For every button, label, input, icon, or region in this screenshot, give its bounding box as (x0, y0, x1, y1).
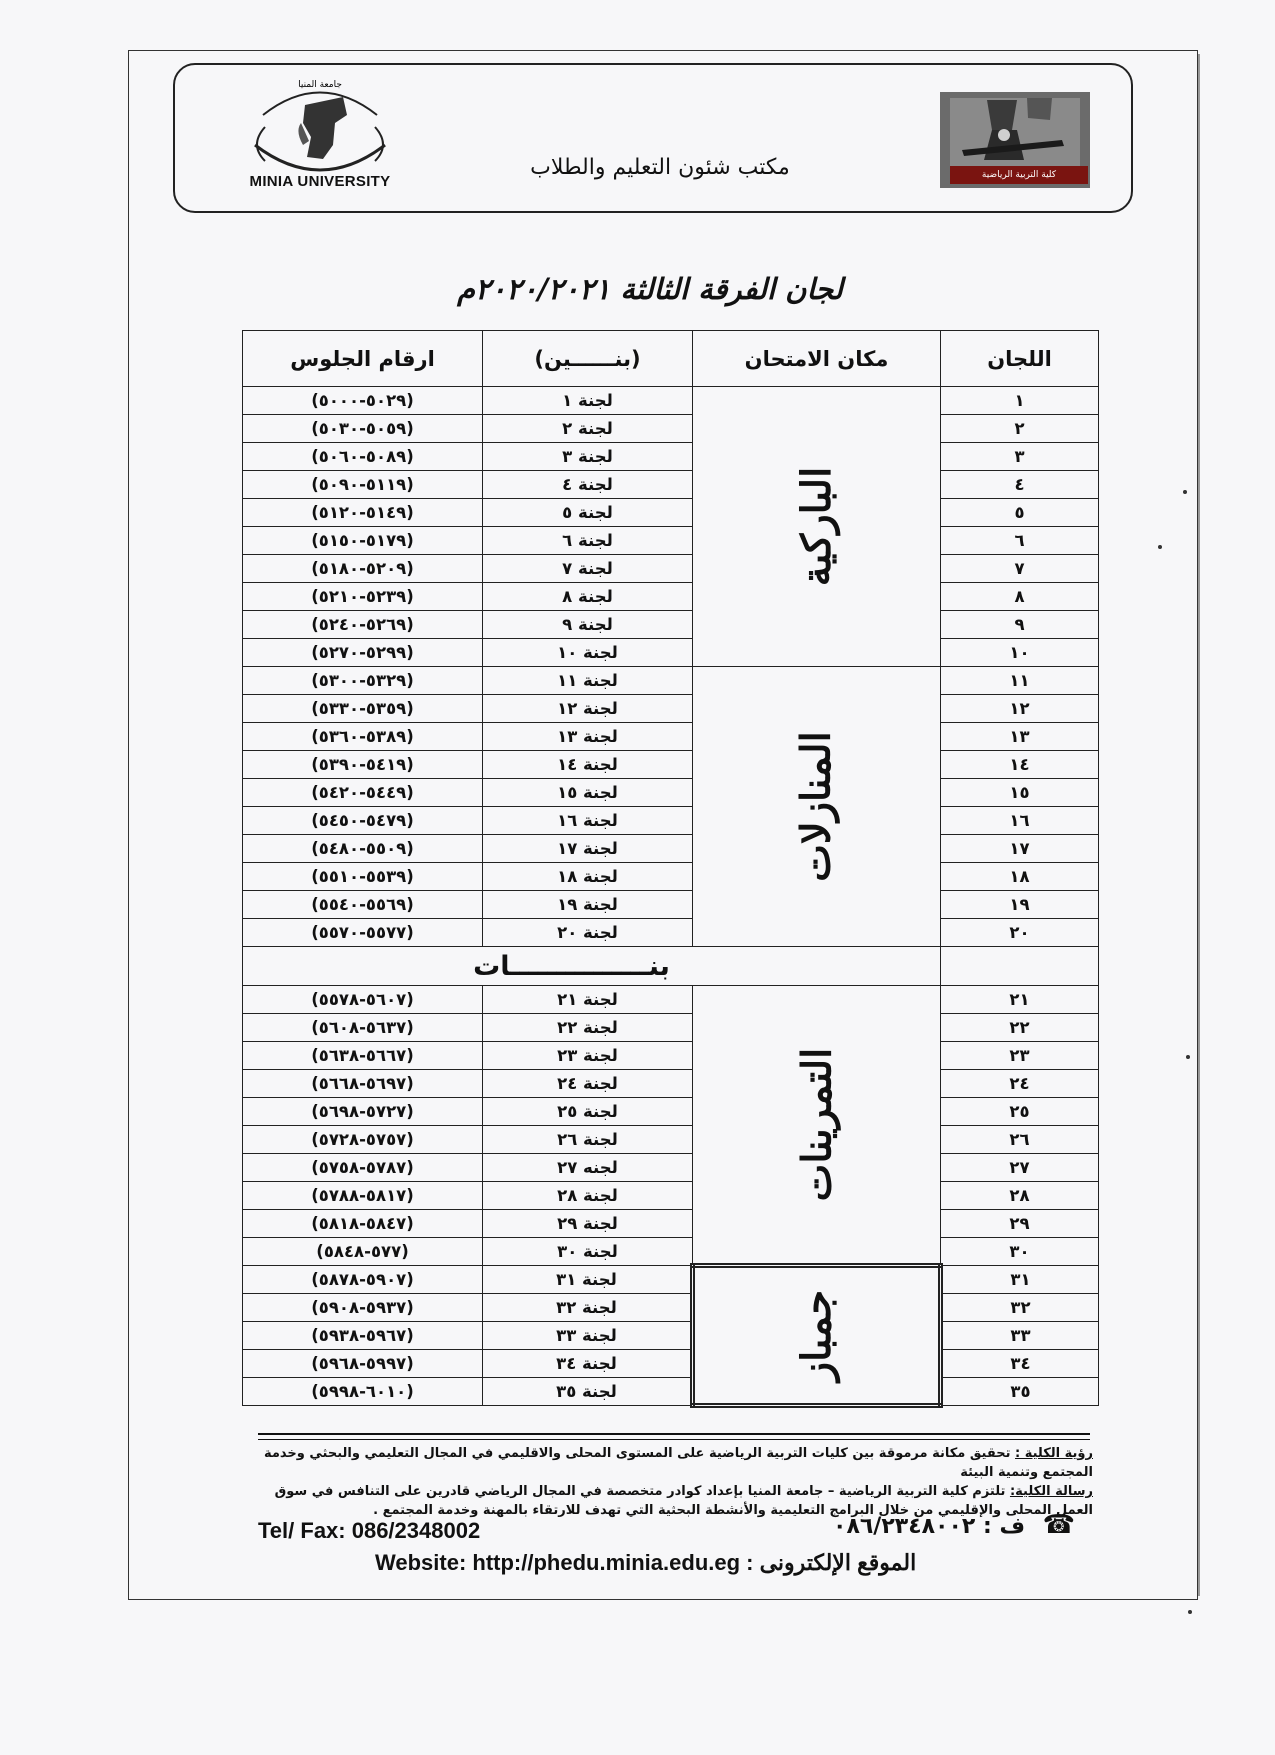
committee-label: لجنة ١٦ (483, 807, 693, 835)
committee-number: ٨ (941, 583, 1099, 611)
committee-number: ١٢ (941, 695, 1099, 723)
scan-speck (1188, 1610, 1192, 1614)
mission-label: رسالة الكلية: (1009, 1484, 1093, 1499)
committee-number: ١٦ (941, 807, 1099, 835)
header-exam-place: مكان الامتحان (693, 331, 941, 387)
table-row (243, 695, 1099, 723)
table-row (243, 387, 1099, 415)
table-row (243, 1126, 1099, 1154)
table-row (243, 1154, 1099, 1182)
table-row (243, 443, 1099, 471)
committee-number: ٤ (941, 471, 1099, 499)
table-row (243, 527, 1099, 555)
committee-number: ١٥ (941, 779, 1099, 807)
table-row (243, 1042, 1099, 1070)
seat-number-range: (٥٩٣٧-٥٩٠٨) (243, 1294, 483, 1322)
website-line: Website: http://phedu.minia.edu.eg : الموقع الإلكترونى (375, 1550, 917, 1575)
exam-place-cell (693, 1266, 941, 1406)
table-row (243, 1322, 1099, 1350)
committee-label: لجنة ٢١ (483, 986, 693, 1014)
table-row (243, 751, 1099, 779)
seat-number-range: (٥٤١٩-٥٣٩٠) (243, 751, 483, 779)
seat-number-range: (٥٥٦٩-٥٥٤٠) (243, 891, 483, 919)
committee-label: لجنة ١٣ (483, 723, 693, 751)
table-row (243, 807, 1099, 835)
committee-number: ٢٤ (941, 1070, 1099, 1098)
table-row (243, 555, 1099, 583)
seat-number-range: (٥٠٢٩-٥٠٠٠) (243, 387, 483, 415)
phone-icon: ☎ (1042, 1510, 1075, 1540)
minia-university-logo (235, 75, 405, 190)
header-boys: (بنــــــين) (483, 331, 693, 387)
svg-text:جامعة المنيا: جامعة المنيا (298, 80, 342, 90)
committee-label: لجنة ٢٨ (483, 1182, 693, 1210)
committee-label: لجنة ٢٩ (483, 1210, 693, 1238)
committee-number: ١٠ (941, 639, 1099, 667)
seat-number-range: (٥٥٠٩-٥٤٨٠) (243, 835, 483, 863)
seat-number-range: (٥٢٠٩-٥١٨٠) (243, 555, 483, 583)
committee-number: ٢٨ (941, 1182, 1099, 1210)
exam-place-label: التمرينات (793, 1047, 840, 1202)
committee-number: ٢٩ (941, 1210, 1099, 1238)
vision-line (255, 1444, 1093, 1482)
committee-label: لجنه ٢٧ (483, 1154, 693, 1182)
seat-number-range: (٥٣٨٩-٥٣٦٠) (243, 723, 483, 751)
committee-label: لجنة ٢٠ (483, 919, 693, 947)
table-row (243, 639, 1099, 667)
committee-label: لجنة ٧ (483, 555, 693, 583)
committee-label: لجنة ٣١ (483, 1266, 693, 1294)
seat-number-range: (٥٣٢٩-٥٣٠٠) (243, 667, 483, 695)
girls-section-row (243, 947, 1099, 986)
committee-number: ٢١ (941, 986, 1099, 1014)
committee-number: ٧ (941, 555, 1099, 583)
exam-place-label: جمباز (793, 1289, 840, 1382)
committee-label: لجنة ٢٢ (483, 1014, 693, 1042)
seat-number-range: (٦٠١٠-٥٩٩٨) (243, 1378, 483, 1406)
committee-number: ١٤ (941, 751, 1099, 779)
seat-number-range: (٥٦٣٧-٥٦٠٨) (243, 1014, 483, 1042)
table-row (243, 1266, 1099, 1294)
nefertiti-emblem-icon (235, 75, 405, 175)
seat-number-range: (٥٧٥٧-٥٧٢٨) (243, 1126, 483, 1154)
committee-label: لجنة ٣٢ (483, 1294, 693, 1322)
committee-number: ٣٢ (941, 1294, 1099, 1322)
committees-table (242, 330, 1099, 1408)
committee-number: ٢٦ (941, 1126, 1099, 1154)
seat-number-range: (٥٦٠٧-٥٥٧٨) (243, 986, 483, 1014)
committee-label: لجنة ٣٠ (483, 1238, 693, 1266)
committee-number: ١١ (941, 667, 1099, 695)
vision-text: تحقيق مكانة مرموقة بين كليات التربية الرياضية على المستوى المحلى والاقليمي في المجال التعليمي والبحثي وخدمة المجتمع وتنمية البيئة (263, 1446, 1093, 1480)
seat-number-range: (٥٩٠٧-٥٨٧٨) (243, 1266, 483, 1294)
table-row (243, 1238, 1099, 1266)
table-row (243, 415, 1099, 443)
exam-place-cell (693, 667, 941, 947)
committee-label: لجنة ٣٤ (483, 1350, 693, 1378)
table-row (243, 1350, 1099, 1378)
table-row (243, 1070, 1099, 1098)
table-row (243, 1182, 1099, 1210)
girls-section-cell (243, 947, 941, 986)
committee-number: ٢٧ (941, 1154, 1099, 1182)
committee-number: ٢٢ (941, 1014, 1099, 1042)
scan-speck (1158, 545, 1162, 549)
footer-rule (258, 1433, 1090, 1435)
tel-fax-arabic (805, 1510, 1075, 1540)
exam-place-label: المنازلات (793, 731, 840, 882)
table-row (243, 891, 1099, 919)
committee-number: ٢٣ (941, 1042, 1099, 1070)
table-body (243, 387, 1099, 1406)
exam-place-label: الباركية (793, 466, 840, 587)
table-row (243, 986, 1099, 1014)
committee-label: لجنة ١ (483, 387, 693, 415)
committee-label: لجنة ٨ (483, 583, 693, 611)
committee-label: لجنة ٢٦ (483, 1126, 693, 1154)
committee-label: لجنة ١١ (483, 667, 693, 695)
committee-number: ٣ (941, 443, 1099, 471)
committee-label: لجنة ٣ (483, 443, 693, 471)
table-row (243, 1378, 1099, 1406)
table-header-row (243, 331, 1099, 387)
vision-label: رؤية الكلية : (1015, 1446, 1093, 1461)
committee-number: ١٧ (941, 835, 1099, 863)
seat-number-range: (٥٢٦٩-٥٢٤٠) (243, 611, 483, 639)
seat-number-range: (٥٩٩٧-٥٩٦٨) (243, 1350, 483, 1378)
footer-vision-mission (255, 1444, 1093, 1520)
table-row (243, 499, 1099, 527)
committee-label: لجنة ٥ (483, 499, 693, 527)
seat-number-range: (٥٤٧٩-٥٤٥٠) (243, 807, 483, 835)
seat-number-range: (٥٣٥٩-٥٣٣٠) (243, 695, 483, 723)
seat-number-range: (٥٦٩٧-٥٦٦٨) (243, 1070, 483, 1098)
committee-label: لجنة ٣٣ (483, 1322, 693, 1350)
document-title: لجان الفرقة الثالثة ٢٠٢٠/٢٠٢١م (457, 272, 843, 306)
seat-number-range: (٥٦٦٧-٥٦٣٨) (243, 1042, 483, 1070)
table-row (243, 835, 1099, 863)
seat-number-range: (٥٧٢٧-٥٦٩٨) (243, 1098, 483, 1126)
committee-label: لجنة ٤ (483, 471, 693, 499)
seat-number-range: (٥٥٣٩-٥٥١٠) (243, 863, 483, 891)
seat-number-range: (٥١٤٩-٥١٢٠) (243, 499, 483, 527)
committee-number: ٢٠ (941, 919, 1099, 947)
seat-number-range: (٥٧٧-٥٨٤٨) (243, 1238, 483, 1266)
seat-number-range: (٥٢٩٩-٥٢٧٠) (243, 639, 483, 667)
committee-label: لجنة ١٢ (483, 695, 693, 723)
seat-number-range: (٥٨١٧-٥٧٨٨) (243, 1182, 483, 1210)
committee-label: لجنة ٢٤ (483, 1070, 693, 1098)
committee-number: ٣٣ (941, 1322, 1099, 1350)
table-row (243, 1294, 1099, 1322)
committee-number: ٦ (941, 527, 1099, 555)
seat-number-range: (٥٢٣٩-٥٢١٠) (243, 583, 483, 611)
girls-section-spacer (941, 947, 1099, 986)
faculty-logo (932, 90, 1098, 190)
seat-number-range: (٥٧٨٧-٥٧٥٨) (243, 1154, 483, 1182)
committee-label: لجنة ٢ (483, 415, 693, 443)
committee-number: ٣٠ (941, 1238, 1099, 1266)
table-row (243, 1098, 1099, 1126)
committee-label: لجنة ١٧ (483, 835, 693, 863)
committee-number: ٥ (941, 499, 1099, 527)
table-row (243, 1014, 1099, 1042)
seat-number-range: (٥٠٨٩-٥٠٦٠) (243, 443, 483, 471)
committee-number: ٩ (941, 611, 1099, 639)
seat-number-range: (٥١١٩-٥٠٩٠) (243, 471, 483, 499)
seat-number-range: (٥١٧٩-٥١٥٠) (243, 527, 483, 555)
committee-number: ٣١ (941, 1266, 1099, 1294)
committee-label: لجنة ٢٣ (483, 1042, 693, 1070)
table-row (243, 779, 1099, 807)
mission-text: تلتزم كلية التربية الرياضية – جامعة المنيا بإعداد كوادر متخصصة في المجال الرياضي قادرين على التنافس في سوق العمل المحلى والإقليمي من خلال البرامج التعليمية والأنشطة البحثية التي تهدف للارتقاء بالمهنة وخدمة المجتمع . (274, 1484, 1093, 1518)
exam-place-cell (693, 986, 941, 1266)
committee-label: لجنة ١٠ (483, 639, 693, 667)
seat-number-range: (٥٤٤٩-٥٤٢٠) (243, 779, 483, 807)
committee-number: ١٨ (941, 863, 1099, 891)
seat-number-range: (٥٨٤٧-٥٨١٨) (243, 1210, 483, 1238)
table-row (243, 1210, 1099, 1238)
seat-number-range: (٥٩٦٧-٥٩٣٨) (243, 1322, 483, 1350)
table-row (243, 863, 1099, 891)
tel-fax-english: Tel/ Fax: 086/2348002 (258, 1518, 481, 1543)
scan-speck (1186, 1055, 1190, 1059)
table-row (243, 471, 1099, 499)
committee-number: ٣٤ (941, 1350, 1099, 1378)
university-logo-caption: MINIA UNIVERSITY (249, 173, 391, 190)
table-row (243, 723, 1099, 751)
committee-number: ٣٥ (941, 1378, 1099, 1406)
committee-number: ١٣ (941, 723, 1099, 751)
header-committees: اللجان (941, 331, 1099, 387)
committee-label: لجنة ٣٥ (483, 1378, 693, 1406)
committee-label: لجنة ٩ (483, 611, 693, 639)
footer-rule-thin (258, 1439, 1090, 1440)
committee-label: لجنة ٢٥ (483, 1098, 693, 1126)
seat-number-range: (٥٠٥٩-٥٠٣٠) (243, 415, 483, 443)
table-row (243, 583, 1099, 611)
committee-label: لجنة ١٩ (483, 891, 693, 919)
faculty-logo-caption: كلية التربية الرياضية (950, 166, 1088, 184)
committee-label: لجنة ١٥ (483, 779, 693, 807)
scan-speck (1183, 490, 1187, 494)
table-row (243, 667, 1099, 695)
table-row (243, 611, 1099, 639)
committee-label: لجنة ١٨ (483, 863, 693, 891)
office-title: مكتب شئون التعليم والطلاب (530, 155, 790, 180)
committee-number: ٢٥ (941, 1098, 1099, 1126)
girls-section-label: بنـــــــــــــــات (473, 950, 670, 982)
committee-label: لجنة ١٤ (483, 751, 693, 779)
seat-number-range: (٥٥٧٧-٥٥٧٠) (243, 919, 483, 947)
table-row (243, 919, 1099, 947)
exam-place-cell (693, 387, 941, 667)
committee-number: ٢ (941, 415, 1099, 443)
tel-fax-arabic-text: ف : ٠٨٦/٢٣٤٨٠٠٢ (833, 1514, 1025, 1539)
committee-label: لجنة ٦ (483, 527, 693, 555)
committee-number: ١٩ (941, 891, 1099, 919)
committee-number: ١ (941, 387, 1099, 415)
header-seat-numbers: ارقام الجلوس (243, 331, 483, 387)
